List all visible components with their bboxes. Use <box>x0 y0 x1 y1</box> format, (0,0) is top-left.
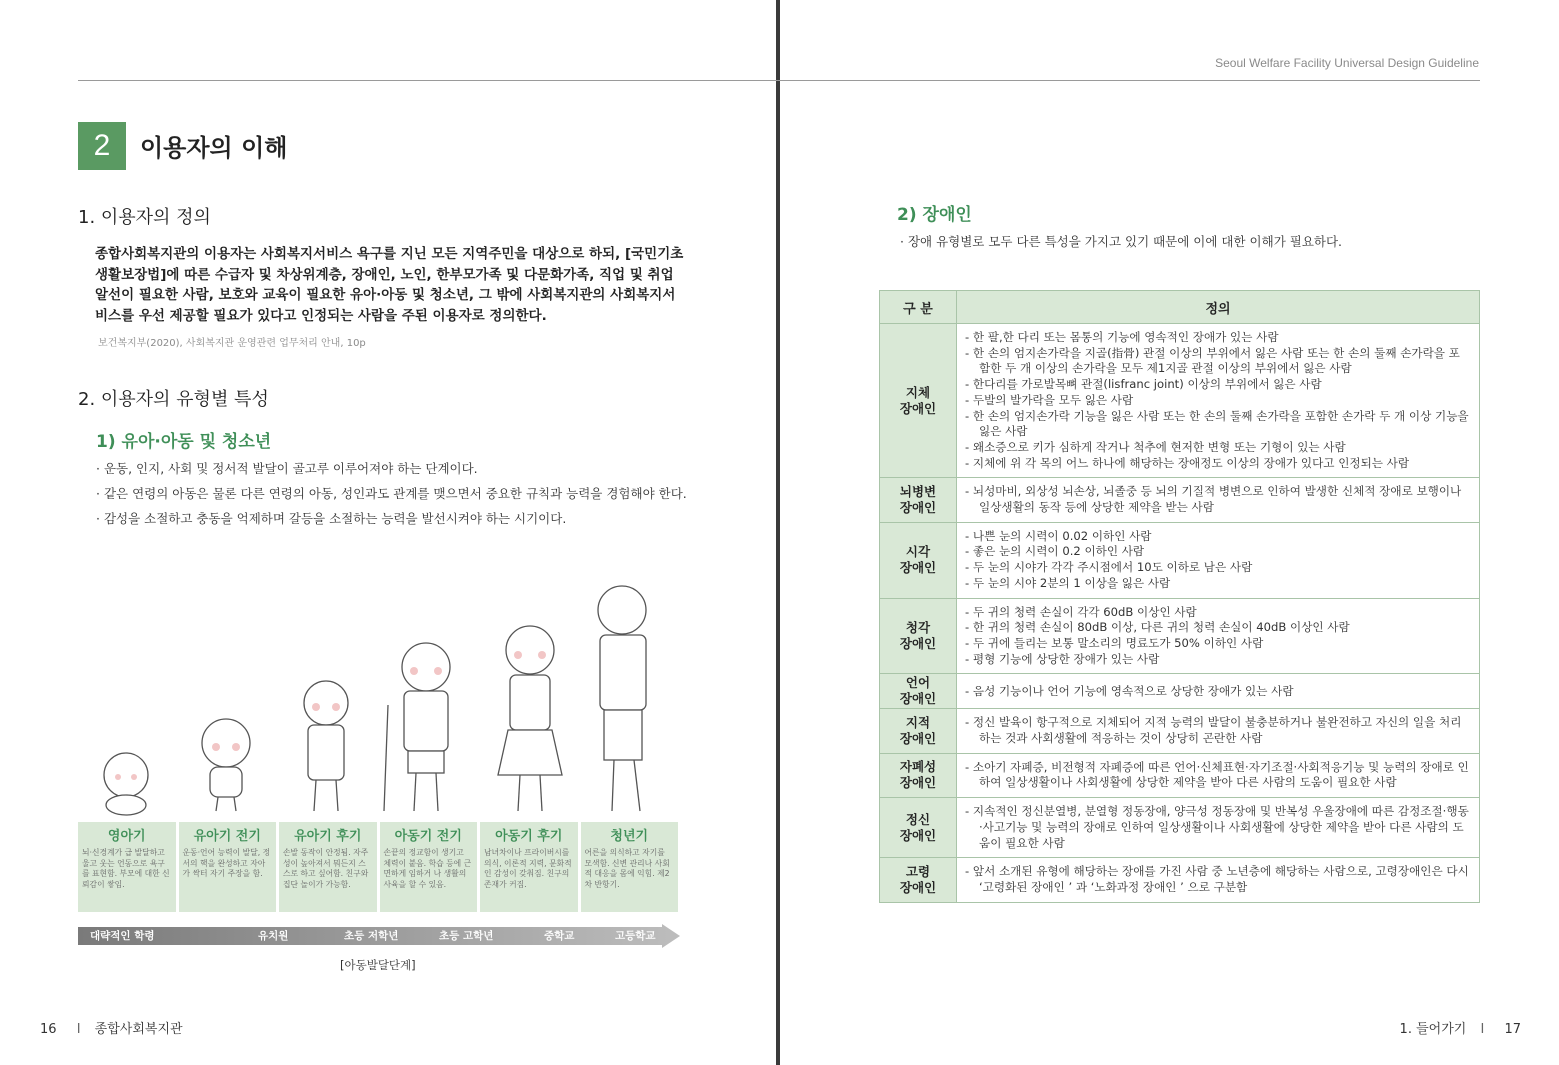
bullet-item: · 운동, 인지, 사회 및 정서적 발달이 골고루 이루어져야 하는 단계이다. <box>96 461 478 476</box>
stage-name: 아동기 전기 <box>394 829 462 844</box>
category-label: 고령 <box>905 863 931 879</box>
book-spine <box>776 0 780 1065</box>
stage-description: 손끝의 정교함이 생기고 체력이 붙음. 학습 등에 근면하게 임하거 나 생활의 사육을 할 수 있음. <box>383 848 472 889</box>
children-bullets <box>96 460 696 535</box>
disability-category <box>880 858 957 902</box>
definition-item: - 한 손의 엄지손가락을 지골(指骨) 관절 이상의 부위에서 잃은 사람 또는 한 손의 둘째 손가락을 포함한 두 개 이상의 손가락을 모두 제1지골 관절 이상의 부위에서 잃은 사람 <box>965 345 1460 376</box>
timeline-label: 유치원 <box>258 930 289 942</box>
definition-item: - 두 귀에 들리는 보통 말소리의 명료도가 50% 이하인 사람 <box>965 635 1264 650</box>
definition-item: - 한 팔,한 다리 또는 몸통의 기능에 영속적인 장애가 있는 사람 <box>965 330 1279 344</box>
definition-item: - 두 눈의 시야 2분의 1 이상을 잃은 사람 <box>965 575 1171 590</box>
table-header-row <box>880 291 1480 324</box>
source-citation: 보건복지부(2020), 사회복지관 운영관련 업무처리 안내, 10p <box>98 338 366 349</box>
category-label: 정신 <box>905 811 931 827</box>
section-title-definition: 1. 이용자의 정의 <box>78 207 211 228</box>
table-row <box>880 674 1480 709</box>
definition-item: - 지체에 위 각 목의 어느 하나에 해당하는 장애정도 이상의 장애가 있다고 인정되는 사람 <box>965 455 1410 470</box>
footer-title: 종합사회복지관 <box>94 1022 183 1037</box>
definition-item: - 소아기 자폐증, 비전형적 자폐증에 따른 언어·신체표현·자기조절·사회적응기능 및 능력의 장애로 인하여 일상생활이나 사회생활에 상당한 제약을 받아 다른 사람의 도움이 필요한 사람 <box>965 759 1469 790</box>
stage-box <box>78 822 176 912</box>
definition-cell <box>957 324 1480 478</box>
category-label: 시각 <box>905 544 931 560</box>
toddler-figure <box>202 719 250 811</box>
disability-category <box>880 598 957 674</box>
stage-name: 유아기 후기 <box>294 829 362 844</box>
definition-item: - 두 눈의 시야가 각각 주시점에서 10도 이하로 남은 사람 <box>965 560 1253 575</box>
definition-cell <box>957 598 1480 674</box>
stage-description: 남녀차이나 프라이버시를 의식, 이론적 지력, 문화적인 감성이 갖춰짐. 친구의 존재가 커짐. <box>484 848 572 889</box>
table-row <box>880 753 1480 797</box>
stage-description: 어른을 의식하고 자기를 모색함. 신변 관리나 사회적 대응을 몸에 익힘. 제2차 반항기. <box>584 848 670 889</box>
chapter-number: 2 <box>78 122 126 170</box>
definition-item: - 두발의 발가락을 모두 잃은 사람 <box>965 392 1134 407</box>
definition-item: - 뇌성마비, 외상성 뇌손상, 뇌졸중 등 뇌의 기질적 병변으로 인하여 발생한 신체적 장애로 보행이나 일상생활의 동작 등에 상당한 제약을 받는 사람 <box>965 484 1462 515</box>
disability-category <box>880 324 957 478</box>
definition-item: - 좋은 눈의 시력이 0.2 이하인 사람 <box>965 544 1145 559</box>
disability-category <box>880 522 957 598</box>
stage-description: 뇌·신경계가 급 발달하고 울고 웃는 언동으로 욕구를 표현함. 부모에 대한 신뢰감이 쌓임. <box>82 848 170 889</box>
table-row <box>880 324 1480 478</box>
category-label: 장애인 <box>899 500 937 516</box>
disability-category <box>880 798 957 858</box>
footer-title: 1. 들어가기 <box>1399 1022 1467 1037</box>
table-row <box>880 598 1480 674</box>
definition-cell <box>957 798 1480 858</box>
chapter-title: 이용자의 이해 <box>140 134 288 162</box>
category-label: 장애인 <box>899 691 937 707</box>
stage-box <box>581 822 679 912</box>
header-category: 구 분 <box>880 291 957 324</box>
definition-cell <box>957 478 1480 522</box>
definition-item: - 나쁜 눈의 시력이 0.02 이하인 사람 <box>965 528 1152 543</box>
definition-item: - 한 손의 엄지손가락 기능을 잃은 사람 또는 한 손의 둘째 손가락을 포함한 손가락 두 개 이상 기능을 잃은 사람 <box>965 408 1469 439</box>
definition-item: - 한다리를 가로발목뼈 관절(lisfranc joint) 이상의 부위에서 잃은 사람 <box>965 377 1322 392</box>
definition-cell <box>957 674 1480 709</box>
late-child-figure <box>498 626 562 811</box>
category-label: 장애인 <box>899 775 937 791</box>
school-age-timeline <box>78 924 680 948</box>
category-label: 장애인 <box>899 560 937 576</box>
category-label: 장애인 <box>899 879 937 895</box>
stage-box <box>279 822 377 912</box>
definition-item: - 정신 발육이 항구적으로 지체되어 지적 능력의 발달이 불충분하거나 불완전하고 자신의 일을 처리하는 것과 사회생활에 적응하는 것이 상당히 곤란한 사람 <box>965 715 1462 746</box>
stage-description: 운동·언어 능력이 발달, 정서의 핵을 완성하고 자아가 싹터 자기 주장을 함. <box>182 848 271 878</box>
category-label: 지체 <box>905 384 931 400</box>
child-development-illustration <box>78 575 678 820</box>
category-label: 뇌병변 <box>899 484 937 500</box>
header-definition: 정의 <box>957 291 1480 324</box>
category-label: 청각 <box>905 619 931 635</box>
infant-figure <box>104 753 148 815</box>
category-label: 장애인 <box>899 400 937 416</box>
stage-name: 영아기 <box>107 829 146 844</box>
category-label: 언어 <box>905 675 931 691</box>
definition-item: - 음성 기능이나 언어 기능에 영속적으로 상당한 장애가 있는 사람 <box>965 683 1294 698</box>
running-header: Seoul Welfare Facility Universal Design Guideline <box>1215 56 1479 70</box>
disability-category <box>880 674 957 709</box>
page-number: 17 <box>1504 1022 1521 1037</box>
section-title-types: 2. 이용자의 유형별 특성 <box>78 389 269 410</box>
definition-item: - 한 귀의 청력 손실이 80dB 이상, 다른 귀의 청력 손실이 40dB 이상인 사람 <box>965 620 1350 635</box>
header-rule <box>78 80 1480 81</box>
timeline-label: 초등 고학년 <box>439 930 494 942</box>
timeline-label: 중학교 <box>544 930 575 942</box>
stage-description: 손발 동작이 안정됨. 자주성이 높아져서 뭐든지 스스로 하고 싶어함. 친구와 집단 놀이가 가능함. <box>283 848 369 889</box>
stage-name: 유아기 전기 <box>193 829 261 844</box>
definition-cell <box>957 753 1480 797</box>
disability-category <box>880 709 957 753</box>
figure-caption: [아동발달단계] <box>340 958 416 972</box>
disability-category <box>880 478 957 522</box>
disability-category <box>880 753 957 797</box>
category-label: 자폐성 <box>899 759 937 775</box>
category-label: 장애인 <box>899 731 937 747</box>
preschooler-figure <box>304 681 348 811</box>
adolescent-figure <box>598 586 646 811</box>
definition-cell <box>957 522 1480 598</box>
table-row <box>880 858 1480 902</box>
stage-box <box>480 822 578 912</box>
stage-box <box>179 822 277 912</box>
definition-item: - 평형 기능에 상당한 장애가 있는 사람 <box>965 651 1160 666</box>
table-row <box>880 709 1480 753</box>
stage-name: 아동기 후기 <box>495 829 563 844</box>
category-label: 장애인 <box>899 635 937 651</box>
development-stages <box>78 822 678 912</box>
category-label: 지적 <box>905 715 931 731</box>
footer-right: 1. 들어가기 I 17 <box>1399 1022 1521 1037</box>
timeline-label: 대략적인 학령 <box>90 930 155 942</box>
disabled-bullet: · 장애 유형별로 모두 다른 특성을 가지고 있기 때문에 이에 대한 이해가 필요하다. <box>900 234 1343 249</box>
bullet-item: · 같은 연령의 아동은 물론 다른 연령의 아동, 성인과도 관계를 맺으면서 중요한 규칙과 능력을 경험해야 한다. <box>96 486 687 501</box>
footer-left: 16 I 종합사회복지관 <box>40 1022 183 1037</box>
early-child-figure <box>384 643 450 811</box>
table-row <box>880 522 1480 598</box>
page-number: 16 <box>40 1022 57 1037</box>
stage-box <box>380 822 478 912</box>
category-label: 장애인 <box>899 827 937 843</box>
subsection-title-children: 1) 유아·아동 및 청소년 <box>96 432 272 452</box>
definition-item: - 지속적인 정신분열병, 분열형 정동장애, 양극성 정동장애 및 반복성 우울장애에 따른 감정조절·행동·사고기능 및 능력의 장애로 인하여 일상생활이나 사회생활에 상당한 제약을 받아 다른 사람의 도움이 필요한 사람 <box>965 804 1469 850</box>
definition-item: - 왜소증으로 키가 심하게 작거나 척추에 현저한 변형 또는 기형이 있는 사람 <box>965 439 1346 454</box>
subsection-title-disabled: 2) 장애인 <box>897 205 972 225</box>
stage-name: 청년기 <box>610 829 649 844</box>
timeline-label: 초등 저학년 <box>344 930 399 942</box>
definition-item: - 두 귀의 청력 손실이 각각 60dB 이상인 사람 <box>965 604 1197 619</box>
table-row <box>880 798 1480 858</box>
definition-cell <box>957 709 1480 753</box>
table-row <box>880 478 1480 522</box>
timeline-label: 고등학교 <box>615 930 656 942</box>
definition-paragraph: 종합사회복지관의 이용자는 사회복지서비스 욕구를 지닌 모든 지역주민을 대상으로 하되, [국민기초생활보장법]에 따른 수급자 및 차상위계층, 장애인, 노인, 한부모가족 및 다문화가족, 직업 및 취업알선이 필요한 사람, 보호와 교육이 필요한 유아·아동 및 청소년, 그 밖에 사회복지관의 사회복지서비스를 우선 제공할 필요가 있다고 인정되는 사람을 주된 이용자로 정의한다. <box>95 246 684 324</box>
definition-item: - 앞서 소개된 유형에 해당하는 장애를 가진 사람 중 노년층에 해당하는 사람으로, 고령장애인은 다시 ‘고령화된 장애인 ’ 과 ‘노화과정 장애인 ’ 으로 구분함 <box>965 864 1469 894</box>
bullet-item: · 감성을 소절하고 충동을 억제하며 갈등을 소절하는 능력을 발선시켜야 하는 시기이다. <box>96 511 567 526</box>
definition-cell <box>957 858 1480 902</box>
disability-definition-table <box>879 290 1480 903</box>
